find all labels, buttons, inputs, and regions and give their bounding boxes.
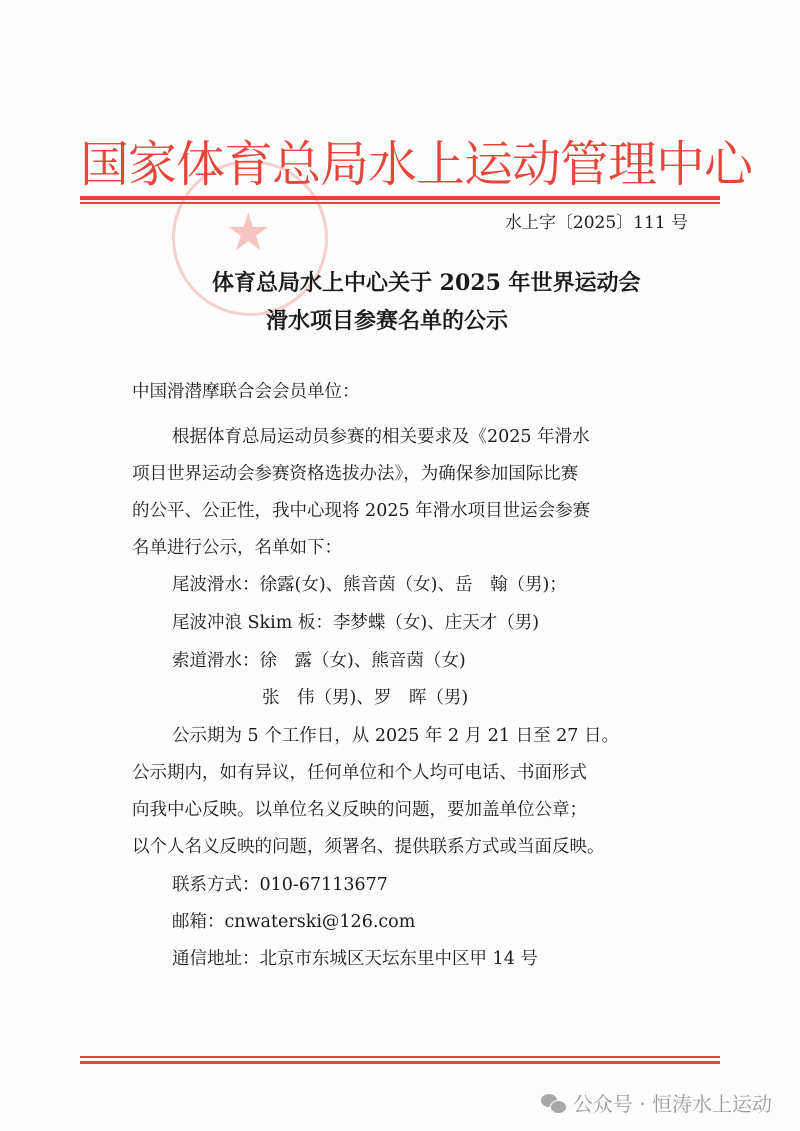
contact-address: 通信地址：北京市东城区天坛东里中区甲 14 号 xyxy=(172,949,538,969)
star-icon: ★ xyxy=(225,203,272,263)
header-rule xyxy=(80,196,720,200)
document-title-line1: 体育总局水上中心关于 2025 年世界运动会 xyxy=(212,270,641,296)
body-line: 向我中心反映。以单位名义反映的问题，要加盖单位公章； xyxy=(132,800,587,820)
roster-line: 尾波冲浪 Skim 板：李梦蝶（女)、庄天才（男) xyxy=(172,613,540,633)
watermark xyxy=(541,1088,772,1117)
roster-line: 索道滑水：徐 露（女)、熊音茵（女) xyxy=(172,651,466,671)
body-line: 名单进行公示，名单如下： xyxy=(132,538,342,558)
footer-rule-thin xyxy=(80,1056,720,1058)
salutation: 中国滑潜摩联合会会员单位： xyxy=(132,382,360,402)
document-title-line2: 滑水项目参赛名单的公示 xyxy=(266,308,509,334)
wechat-icon xyxy=(541,1094,567,1114)
roster-line: 尾波滑水：徐露(女)、熊音茵（女)、岳 翰（男)； xyxy=(172,575,567,595)
roster-line: 张 伟（男)、罗 晖（男) xyxy=(262,688,469,708)
body-line: 公示期内，如有异议，任何单位和个人均可电话、书面形式 xyxy=(132,763,587,783)
organization-header: 国家体育总局水上运动管理中心 xyxy=(80,136,753,193)
header-rule-thin xyxy=(80,202,720,204)
footer-rule xyxy=(80,1061,720,1064)
body-line: 公示期为 5 个工作日，从 2025 年 2 月 21 日至 27 日。 xyxy=(172,726,619,746)
watermark-text: 公众号 · 恒涛水上运动 xyxy=(572,1092,772,1116)
contact-phone: 联系方式：010-67113677 xyxy=(172,875,388,895)
body-line: 的公平、公正性，我中心现将 2025 年滑水项目世运会参赛 xyxy=(132,501,591,521)
document-number: 水上字〔2025〕111 号 xyxy=(504,213,688,233)
contact-email: 邮箱：cnwaterski@126.com xyxy=(172,912,416,932)
body-line: 根据体育总局运动员参赛的相关要求及《2025 年滑水 xyxy=(172,427,590,447)
body-line: 项目世界运动会参赛资格选拔办法》，为确保参加国际比赛 xyxy=(132,464,579,484)
body-line: 以个人名义反映的问题，须署名、提供联系方式或当面反映。 xyxy=(132,837,605,857)
